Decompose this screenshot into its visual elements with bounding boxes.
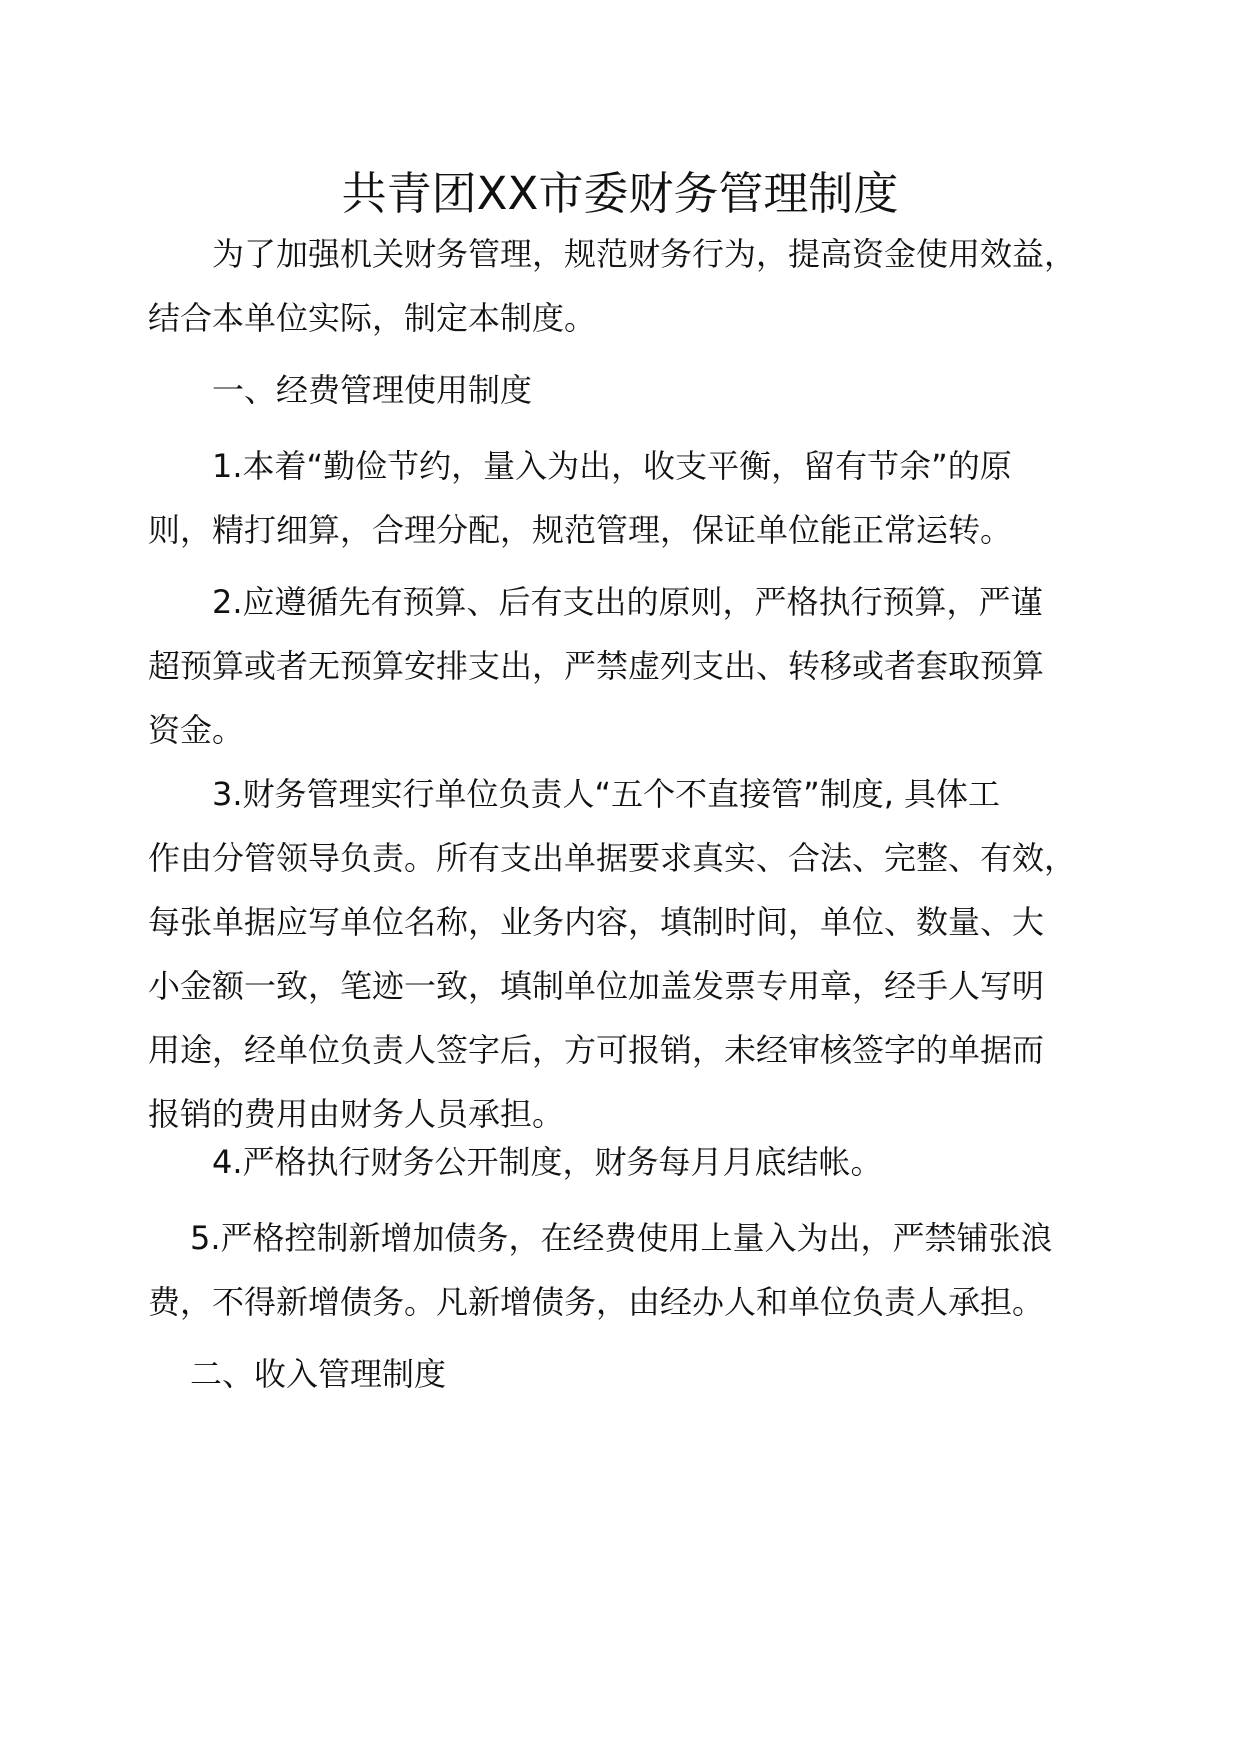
intro-line: 结合本单位实际，制定本制度。 xyxy=(148,299,597,337)
section-heading: 二、收入管理制度 xyxy=(190,1355,447,1393)
document-title: 共青团XX市委财务管理制度 xyxy=(341,167,899,220)
paragraph-line: 报销的费用由财务人员承担。 xyxy=(148,1095,565,1133)
paragraph-line: 资金。 xyxy=(148,711,245,749)
section1-item3 xyxy=(148,762,1108,1146)
paragraph-line: 作由分管领导负责。所有支出单据要求真实、合法、完整、有效， xyxy=(148,839,1077,877)
section-heading: 一、经费管理使用制度 xyxy=(212,371,533,409)
section1-item1 xyxy=(148,434,1108,562)
intro-line: 为了加强机关财务管理，规范财务行为，提高资金使用效益， xyxy=(212,235,1077,273)
paragraph-line: 用途，经单位负责人签字后，方可报销，未经审核签字的单据而 xyxy=(148,1031,1045,1069)
paragraph-line: 5.严格控制新增加债务，在经费使用上量入为出，严禁铺张浪 xyxy=(190,1219,1053,1257)
intro-paragraph xyxy=(148,222,1108,350)
section1-item2 xyxy=(148,570,1108,762)
section1-item5 xyxy=(148,1206,1108,1334)
paragraph-line: 小金额一致，笔迹一致，填制单位加盖发票专用章，经手人写明 xyxy=(148,967,1045,1005)
paragraph-line: 4.严格执行财务公开制度，财务每月月底结帐。 xyxy=(212,1143,883,1181)
section1-heading xyxy=(148,358,1108,422)
paragraph-line: 每张单据应写单位名称，业务内容，填制时间，单位、数量、大 xyxy=(148,903,1045,941)
paragraph-line: 3.财务管理实行单位负责人“五个不直接管”制度, 具体工 xyxy=(212,775,1001,813)
paragraph-line: 1.本着“勤俭节约，量入为出，收支平衡，留有节余”的原 xyxy=(212,447,1012,485)
section1-item4 xyxy=(148,1130,1108,1194)
section2-heading xyxy=(148,1342,1108,1406)
paragraph-line: 超预算或者无预算安排支出，严禁虚列支出、转移或者套取预算 xyxy=(148,647,1045,685)
paragraph-line: 费，不得新增债务。凡新增债务，由经办人和单位负责人承担。 xyxy=(148,1283,1045,1321)
paragraph-line: 2.应遵循先有预算、后有支出的原则，严格执行预算，严谨 xyxy=(212,583,1043,621)
paragraph-line: 则，精打细算，合理分配，规范管理，保证单位能正常运转。 xyxy=(148,511,1013,549)
